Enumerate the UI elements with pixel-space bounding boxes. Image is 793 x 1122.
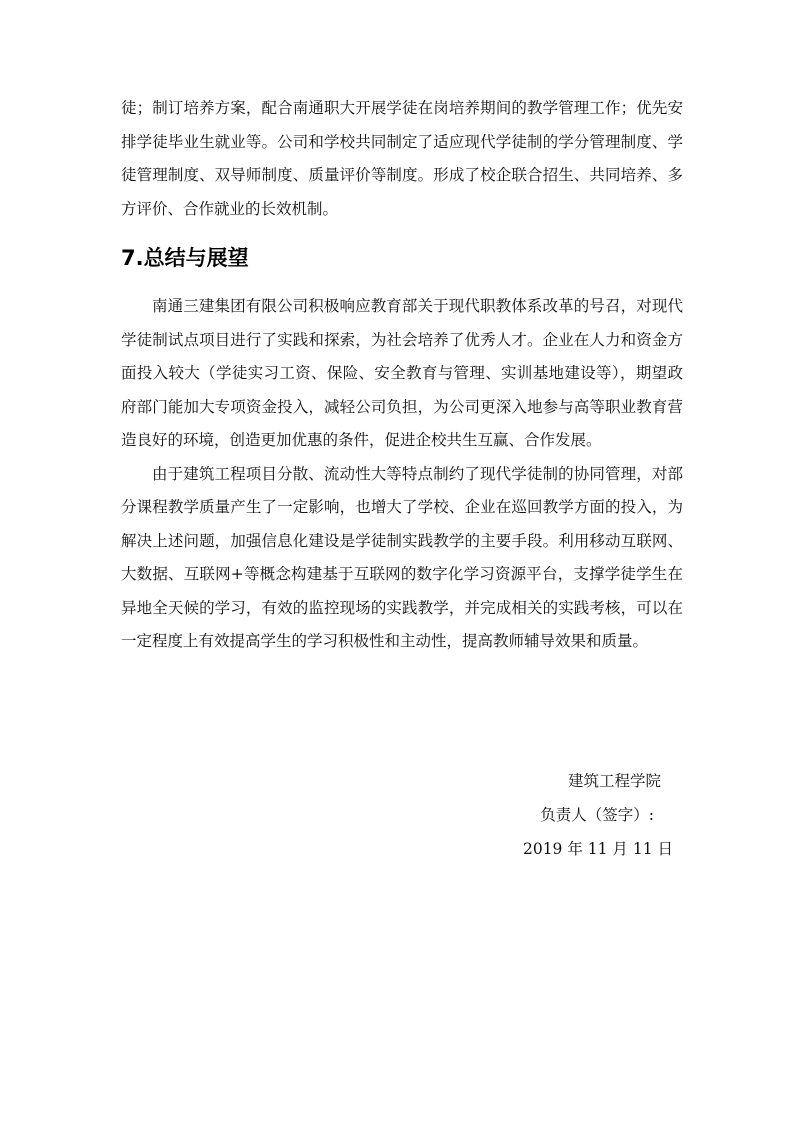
- continuation-section: [121, 92, 683, 226]
- section-heading: 7.总结与展望: [121, 246, 249, 270]
- section-body: [121, 290, 683, 659]
- continuation-paragraph: 徒；制订培养方案，配合南通职大开展学徒在岗培养期间的教学管理工作；优先安排学徒毕业生就业等。公司和学校共同制定了适应现代学徒制的学分管理制度、学徒管理制度、双导师制度、质量评价等制度。形成了校企联合招生、共同培养、多方评价、合作就业的长效机制。: [121, 99, 683, 218]
- signature-responsible-person: 负责人（签字）:: [540, 806, 654, 824]
- body-paragraph: 南通三建集团有限公司积极响应教育部关于现代职教体系改革的号召，对现代学徒制试点项目进行了实践和探索，为社会培养了优秀人才。企业在人力和资金方面投入较大（学徒实习工资、保险、安全教育与管理、实训基地建设等），期望政府部门能加大专项资金投入，减轻公司负担，为公司更深入地参与高等职业教育营造良好的环境，创造更加优惠的条件，促进企校共生互赢、合作发展。: [121, 297, 683, 449]
- signature-date: 2019 年 11 月 11 日: [522, 840, 673, 858]
- signature-organization: 建筑工程学院: [567, 772, 661, 790]
- signature-block: [423, 764, 673, 866]
- body-paragraph: 由于建筑工程项目分散、流动性大等特点制约了现代学徒制的协同管理，对部分课程教学质量产生了一定影响，也增大了学校、企业在巡回教学方面的投入，为解决上述问题，加强信息化建设是学徒制实践教学的主要手段。利用移动互联网、大数据、互联网+等概念构建基于互联网的数字化学习资源平台，支撑学徒学生在异地全天候的学习，有效的监控现场的实践教学，并完成相关的实践考核，可以在一定程度上有效提高学生的学习积极性和主动性，提高教师辅导效果和质量。: [121, 464, 683, 650]
